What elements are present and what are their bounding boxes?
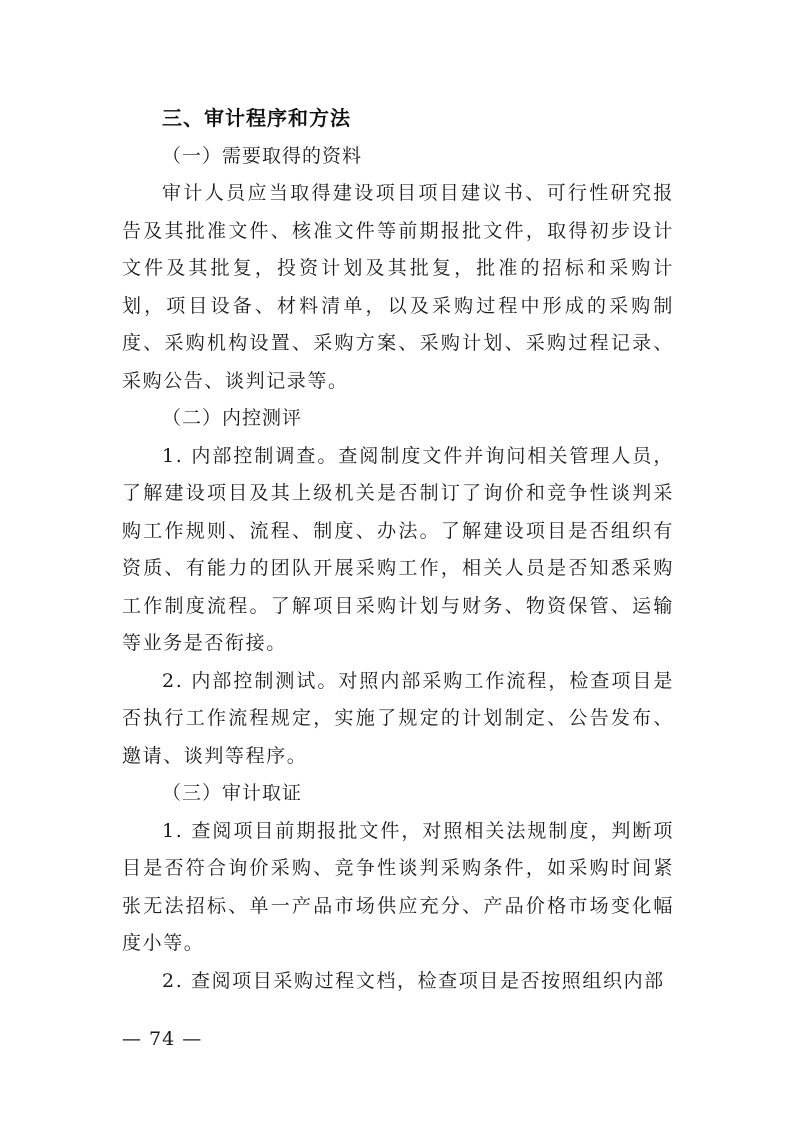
subsection-heading: （二）内控测评 bbox=[162, 407, 303, 429]
paragraph: 1. 查阅项目前期报批文件，对照相关法规制度，判断项目是否符合询价采购、竞争性谈判采购条件，如采购时间紧张无法招标、单一产品市场供应充分、产品价格市场变化幅度小等。 bbox=[122, 819, 674, 954]
paragraph: 2. 查阅项目采购过程文档，检查项目是否按照组织内部 bbox=[162, 969, 665, 992]
subsection-3 bbox=[122, 775, 674, 1000]
paragraph: 审计人员应当取得建设项目项目建议书、可行性研究报告及其批准文件、核准文件等前期报批文件，取得初步设计文件及其批复，投资计划及其批复，批准的招标和采购计划，项目设备、材料清单，以及采购过程中形成的采购制度、采购机构设置、采购方案、采购计划、采购过程记录、采购公告、谈判记录等。 bbox=[122, 182, 674, 392]
page-number: — 74 — bbox=[122, 1028, 203, 1050]
body-text bbox=[122, 100, 674, 1000]
subsection-2 bbox=[122, 400, 674, 775]
paragraph: 2. 内部控制测试。对照内部采购工作流程，检查项目是否执行工作流程规定，实施了规定的计划制定、公告发布、邀请、谈判等程序。 bbox=[122, 669, 674, 767]
subsection-heading: （三）审计取证 bbox=[162, 782, 303, 804]
subsection-heading: （一）需要取得的资料 bbox=[162, 144, 363, 167]
section-title: 三、审计程序和方法 bbox=[162, 106, 351, 130]
paragraph: 1. 内部控制调查。查阅制度文件并询问相关管理人员，了解建设项目及其上级机关是否制订了询价和竞争性谈判采购工作规则、流程、制度、办法。了解建设项目是否组织有资质、有能力的团队开展采购工作，相关人员是否知悉采购工作制度流程。了解项目采购计划与财务、物资保管、运输等业务是否衔接。 bbox=[122, 444, 674, 654]
subsection-1 bbox=[122, 138, 674, 401]
